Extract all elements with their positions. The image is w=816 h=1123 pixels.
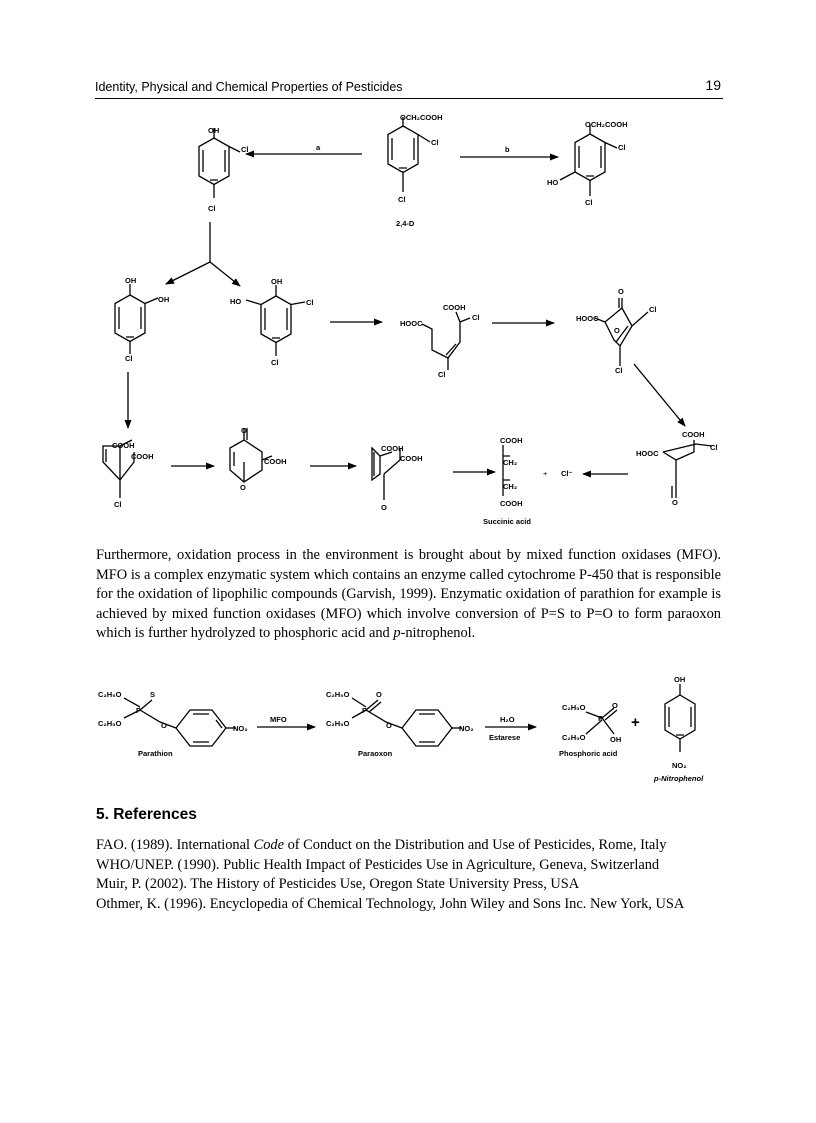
label-cl: Cl bbox=[585, 198, 593, 207]
label-cooh: COOH bbox=[443, 303, 466, 312]
arrow-label-a: a bbox=[316, 143, 321, 152]
benzene-ring bbox=[176, 710, 226, 746]
plus-sign: + bbox=[631, 714, 640, 731]
label-no2: NO₂ bbox=[672, 761, 687, 770]
label-o: O bbox=[241, 426, 247, 435]
label-oh: OH bbox=[610, 735, 622, 744]
degradation-scheme-2-4-d bbox=[0, 0, 816, 545]
label-cooh: COOH bbox=[500, 436, 523, 445]
label-cl: Cl bbox=[398, 195, 406, 204]
label-cl: Cl bbox=[618, 143, 626, 152]
label-c2h5o: C₂H₅O bbox=[562, 733, 586, 742]
label-ch2: CH₂ bbox=[503, 458, 518, 467]
label-c2h5o: C₂H₅O bbox=[98, 690, 122, 699]
label-oh: OH bbox=[674, 675, 686, 684]
label-ho: HO bbox=[547, 178, 559, 187]
label-cl: Cl bbox=[615, 366, 623, 375]
label-cooh: COOH bbox=[400, 454, 423, 463]
compound-name-2-4-d: 2,4-D bbox=[396, 219, 415, 228]
body-paragraph: Furthermore, oxidation process in the environment is brought about by mixed function oxidases (MFO). MFO is a complex enzymatic system which contains an enzyme called cytochrome P-450 that is responsible for the oxidation of lipophilic compounds (Garvish, 1999). Enzymatic oxidation of parathion for example is achieved by mixed function oxidases (MFO) which involve conversion of P=S to P=O to form paraoxon which is further hydrolyzed to phosphoric acid and p-nitrophenol. bbox=[96, 547, 721, 641]
label-cooh: COOH bbox=[112, 441, 135, 450]
label-p: P bbox=[598, 714, 604, 723]
label-oh: OH bbox=[125, 276, 137, 285]
label-o: O bbox=[612, 701, 618, 710]
label-c2h5o: C₂H₅O bbox=[98, 719, 122, 728]
label-oh: OH bbox=[208, 126, 220, 135]
label-ch2: CH₂ bbox=[503, 482, 518, 491]
label-cl: Cl bbox=[125, 354, 133, 363]
label-cooh: COOH bbox=[682, 430, 705, 439]
label-o: O bbox=[161, 721, 167, 730]
label-o: O bbox=[614, 326, 620, 335]
section-heading: 5. References bbox=[96, 806, 197, 823]
label-cl: Cl bbox=[114, 500, 122, 509]
label-cl: Cl bbox=[710, 443, 718, 452]
compound-name-paraoxon: Paraoxon bbox=[358, 749, 393, 758]
label-o: O bbox=[672, 498, 678, 507]
header-title: Identity, Physical and Chemical Properties of Pesticides bbox=[95, 80, 403, 94]
label-ho: HO bbox=[230, 297, 242, 306]
label-no2: NO₂ bbox=[459, 724, 474, 733]
label-cl: Cl bbox=[208, 204, 216, 213]
label-cooh: COOH bbox=[131, 452, 154, 461]
label-c2h5o: C₂H₅O bbox=[326, 690, 350, 699]
reference-item: WHO/UNEP. (1990). Public Health Impact of Pesticides Use in Agriculture, Geneva, Switzerland bbox=[96, 856, 660, 873]
arrow-label-estarese: Estarese bbox=[489, 733, 521, 742]
page-number: 19 bbox=[705, 77, 721, 93]
arrow-label-mfo: MFO bbox=[270, 715, 287, 724]
label-oh: OH bbox=[158, 295, 170, 304]
label-o: O bbox=[376, 690, 382, 699]
label-p: P bbox=[362, 706, 368, 715]
label-cooh: COOH bbox=[381, 444, 404, 453]
label-s: S bbox=[150, 690, 156, 699]
reference-item: Othmer, K. (1996). Encyclopedia of Chemical Technology, John Wiley and Sons Inc. New York, USA bbox=[96, 895, 685, 912]
label-chloride-ion: Cl⁻ bbox=[561, 469, 573, 478]
arrow-label-h2o: H₂O bbox=[500, 715, 515, 724]
label-o: O bbox=[618, 287, 624, 296]
label-p: P bbox=[136, 706, 142, 715]
label-cl: Cl bbox=[472, 313, 480, 322]
benzene-ring bbox=[402, 710, 452, 746]
label-cl: Cl bbox=[306, 298, 314, 307]
reference-list bbox=[96, 836, 721, 914]
label-oh: OH bbox=[271, 277, 283, 286]
label-c2h5o: C₂H₅O bbox=[326, 719, 350, 728]
label-no2: NO₂ bbox=[233, 724, 248, 733]
label-o: O bbox=[381, 503, 387, 512]
label-cooh: COOH bbox=[500, 499, 523, 508]
compound-name-parathion: Parathion bbox=[138, 749, 173, 758]
label-cooh: COOH bbox=[264, 457, 287, 466]
label-cl: Cl bbox=[241, 145, 249, 154]
reference-item: Muir, P. (2002). The History of Pesticides Use, Oregon State University Press, USA bbox=[96, 876, 580, 892]
compound-name-succinic-acid: Succinic acid bbox=[483, 517, 531, 526]
label-cl: Cl bbox=[649, 305, 657, 314]
compound-name-p-nitrophenol: p-Nitrophenol bbox=[654, 774, 704, 783]
label-hooc: HOOC bbox=[576, 314, 599, 323]
reference-item: FAO. (1989). International Code of Conduct on the Distribution and Use of Pesticides, Rome, Italy bbox=[96, 837, 667, 853]
label-hooc: HOOC bbox=[400, 319, 423, 328]
label-hooc: HOOC bbox=[636, 449, 659, 458]
benzene-ring bbox=[665, 695, 695, 739]
label-c2h5o: C₂H₅O bbox=[562, 703, 586, 712]
arrow-label-b: b bbox=[505, 145, 510, 154]
label-o: O bbox=[240, 483, 246, 492]
label-cl: Cl bbox=[271, 358, 279, 367]
compound-name-phosphoric-acid: Phosphoric acid bbox=[559, 749, 618, 758]
label-o: O bbox=[386, 721, 392, 730]
label-cl: Cl bbox=[431, 138, 439, 147]
label-och2cooh: OCH₂COOH bbox=[585, 120, 628, 129]
label-och2cooh: OCH₂COOH bbox=[400, 113, 443, 122]
plus-sign: + bbox=[543, 469, 548, 478]
label-cl: Cl bbox=[438, 370, 446, 379]
